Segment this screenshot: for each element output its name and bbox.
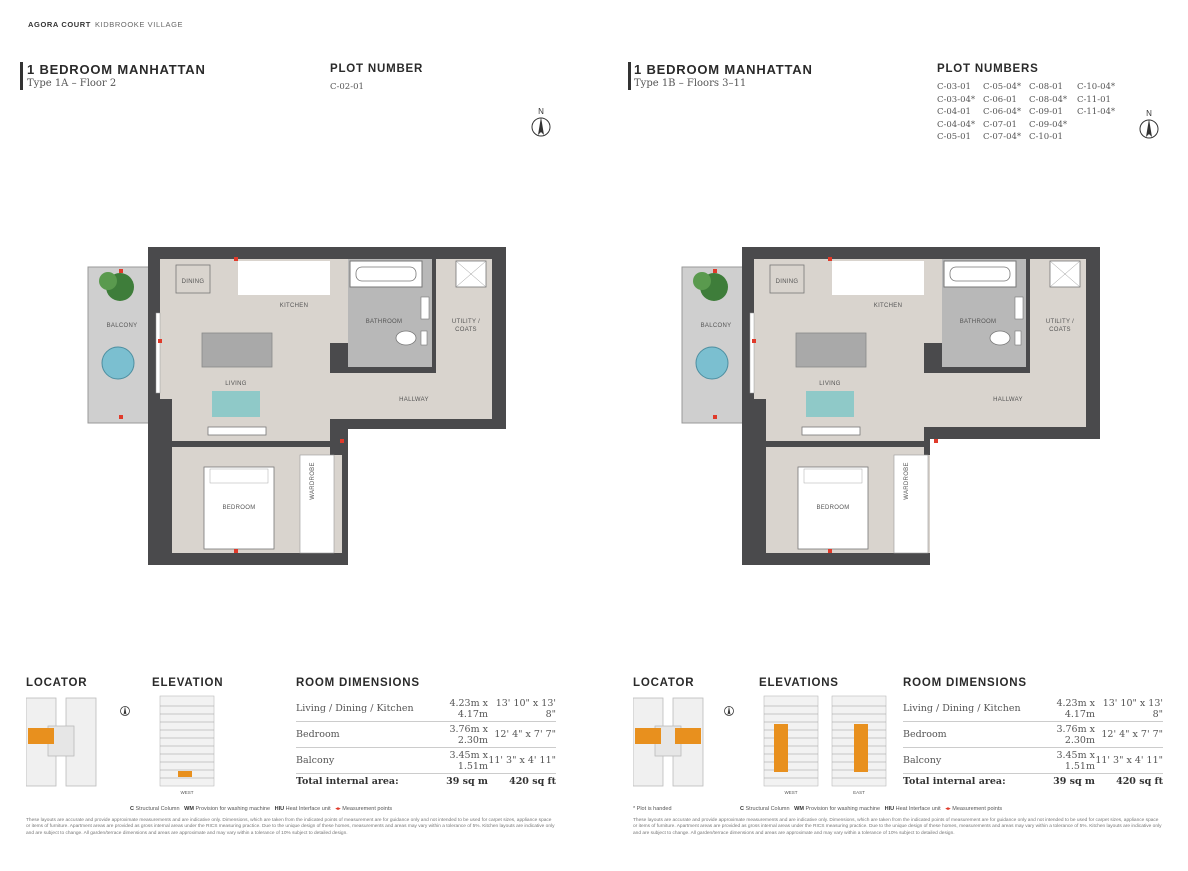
right-plot-heading: PLOT NUMBERS bbox=[937, 63, 1039, 75]
basin bbox=[421, 297, 429, 319]
right-elevation-label-east: EAST bbox=[853, 790, 865, 795]
left-room-dimensions-table bbox=[296, 696, 556, 788]
right-handed-note: * Plot is handed bbox=[633, 806, 672, 812]
label-dining: DINING bbox=[775, 279, 799, 285]
left-locator-map bbox=[26, 696, 98, 788]
label-hallway: HALLWAY bbox=[399, 397, 429, 403]
label-wardrobe: WARDROBE bbox=[310, 462, 316, 500]
table-row-total: Total internal area: 39 sq m 420 sq ft bbox=[903, 775, 1163, 787]
brand-name: AGORA COURT bbox=[28, 20, 91, 29]
svg-text:N: N bbox=[1146, 109, 1152, 118]
right-elevation-east bbox=[828, 694, 890, 796]
toilet bbox=[396, 331, 416, 345]
right-elevation-west bbox=[760, 694, 822, 796]
left-legend: C Structural Column WM Provision for washing machine HIU Heat Interface unit ◂▸ Measurement points bbox=[130, 806, 393, 812]
left-elevation-heading: ELEVATION bbox=[152, 677, 224, 689]
left-subtitle: Type 1A – Floor 2 bbox=[27, 78, 117, 89]
label-bathroom: BATHROOM bbox=[365, 319, 403, 325]
right-plot-number-grid: C-03-01 C-05-04* C-08-01 C-10-04* C-03-04* C-06-01 C-08-04* C-11-01 C-04-01 C-06-04* C-09-01 C-11-04* C-04-04* C-07-01 C-09-04* C-05-01 C-07-04* C-10-01 bbox=[937, 82, 1116, 142]
right-disclaimer: These layouts are accurate and provide approximate measurements and are indicative only. Dimensions, which are taken from the indicated points of measurement are for guidance only and not intended to be used for carpet sizes, appliance space or items of furniture. Apartment areas are provided as gross internal areas under the RICS measuring practice. Due to the unique design of these homes, measurements and areas may vary within a tolerance of 5%. Kitchen layouts are indicative only and are subject to change. All garden/terrace dimensions and areas are approximate and may vary within a tolerance of 10% subject to detailed design. bbox=[633, 818, 1162, 836]
label-living: LIVING bbox=[225, 381, 247, 387]
left-plot-heading: PLOT NUMBER bbox=[330, 63, 424, 75]
table-row: Living / Dining / Kitchen 4.23m x 4.17m 13' 10" x 13' 8" bbox=[296, 697, 556, 720]
label-living: LIVING bbox=[819, 381, 841, 387]
label-coats: COATS bbox=[455, 327, 477, 333]
right-locator-map bbox=[633, 696, 705, 788]
wardrobe bbox=[894, 455, 928, 553]
right-elevation-label-west: WEST bbox=[784, 790, 798, 795]
table-row: Balcony 3.45m x 1.51m 11' 3" x 4' 11" bbox=[296, 749, 556, 772]
label-coats: COATS bbox=[1049, 327, 1071, 333]
label-kitchen: KITCHEN bbox=[279, 303, 309, 309]
title-bar bbox=[20, 62, 23, 90]
right-subtitle: Type 1B – Floors 3–11 bbox=[634, 78, 747, 89]
wardrobe bbox=[300, 455, 334, 553]
label-hallway: HALLWAY bbox=[993, 397, 1023, 403]
right-locator-heading: LOCATOR bbox=[633, 677, 695, 689]
left-elevation-west bbox=[156, 694, 218, 796]
label-balcony: BALCONY bbox=[106, 323, 138, 329]
table-row: Balcony 3.45m x 1.51m 11' 3" x 4' 11" bbox=[903, 749, 1163, 772]
tv-unit bbox=[802, 427, 860, 435]
title-bar bbox=[628, 62, 631, 90]
right-elevation-heading: ELEVATIONS bbox=[759, 677, 839, 689]
sofa bbox=[796, 333, 866, 367]
label-bedroom: BEDROOM bbox=[222, 505, 256, 511]
label-bedroom: BEDROOM bbox=[816, 505, 850, 511]
left-elevation-label-west: WEST bbox=[180, 790, 194, 795]
right-room-dimensions-table bbox=[903, 696, 1163, 788]
sofa bbox=[202, 333, 272, 367]
basin bbox=[1015, 297, 1023, 319]
left-plot-number: C-02-01 bbox=[330, 82, 364, 92]
toilet bbox=[990, 331, 1010, 345]
tv-unit bbox=[208, 427, 266, 435]
label-utility: UTILITY / bbox=[451, 319, 481, 325]
left-title: 1 BEDROOM MANHATTAN bbox=[27, 62, 206, 77]
left-room-dim-heading: ROOM DIMENSIONS bbox=[296, 677, 420, 689]
label-wardrobe: WARDROBE bbox=[904, 462, 910, 500]
table-row: Bedroom 3.76m x 2.30m 12' 4" x 7' 7" bbox=[903, 723, 1163, 746]
left-locator-north-icon bbox=[118, 700, 132, 720]
right-title: 1 BEDROOM MANHATTAN bbox=[634, 62, 813, 77]
left-disclaimer: These layouts are accurate and provide approximate measurements and are indicative only. Dimensions, which are taken from the indicated points of measurement are for guidance only and not intended to be used for carpet sizes, appliance space or items of furniture. Apartment areas are provided as gross internal areas under the RICS measuring practice. Due to the unique design of these homes, measurements and areas may vary within a tolerance of 5%. Kitchen layouts are indicative only and are subject to change. All garden/terrace dimensions and areas are approximate and may vary within a tolerance of 10% subject to detailed design. bbox=[26, 818, 555, 836]
north-arrow-icon bbox=[529, 104, 553, 144]
table-row: Bedroom 3.76m x 2.30m 12' 4" x 7' 7" bbox=[296, 723, 556, 746]
label-bathroom: BATHROOM bbox=[959, 319, 997, 325]
balcony-table bbox=[696, 347, 728, 379]
north-arrow-icon bbox=[1137, 106, 1161, 146]
left-locator-heading: LOCATOR bbox=[26, 677, 88, 689]
floorplan-type-1b bbox=[680, 243, 1116, 573]
brand-header bbox=[28, 20, 183, 29]
table-row-total: Total internal area: 39 sq m 420 sq ft bbox=[296, 775, 556, 787]
right-room-dim-heading: ROOM DIMENSIONS bbox=[903, 677, 1027, 689]
balcony-table bbox=[102, 347, 134, 379]
label-balcony: BALCONY bbox=[700, 323, 732, 329]
label-dining: DINING bbox=[181, 279, 205, 285]
table-row: Living / Dining / Kitchen 4.23m x 4.17m 13' 10" x 13' 8" bbox=[903, 697, 1163, 720]
compass-label: N bbox=[538, 107, 544, 116]
label-utility: UTILITY / bbox=[1045, 319, 1075, 325]
rug bbox=[212, 391, 260, 417]
right-legend: C Structural Column WM Provision for washing machine HIU Heat Interface unit ◂▸ Measurement points bbox=[740, 806, 1003, 812]
label-kitchen: KITCHEN bbox=[873, 303, 903, 309]
floorplan-type-1a bbox=[86, 243, 522, 573]
rug bbox=[806, 391, 854, 417]
brand-location: KIDBROOKE VILLAGE bbox=[95, 20, 184, 29]
right-locator-north-icon bbox=[722, 700, 736, 720]
